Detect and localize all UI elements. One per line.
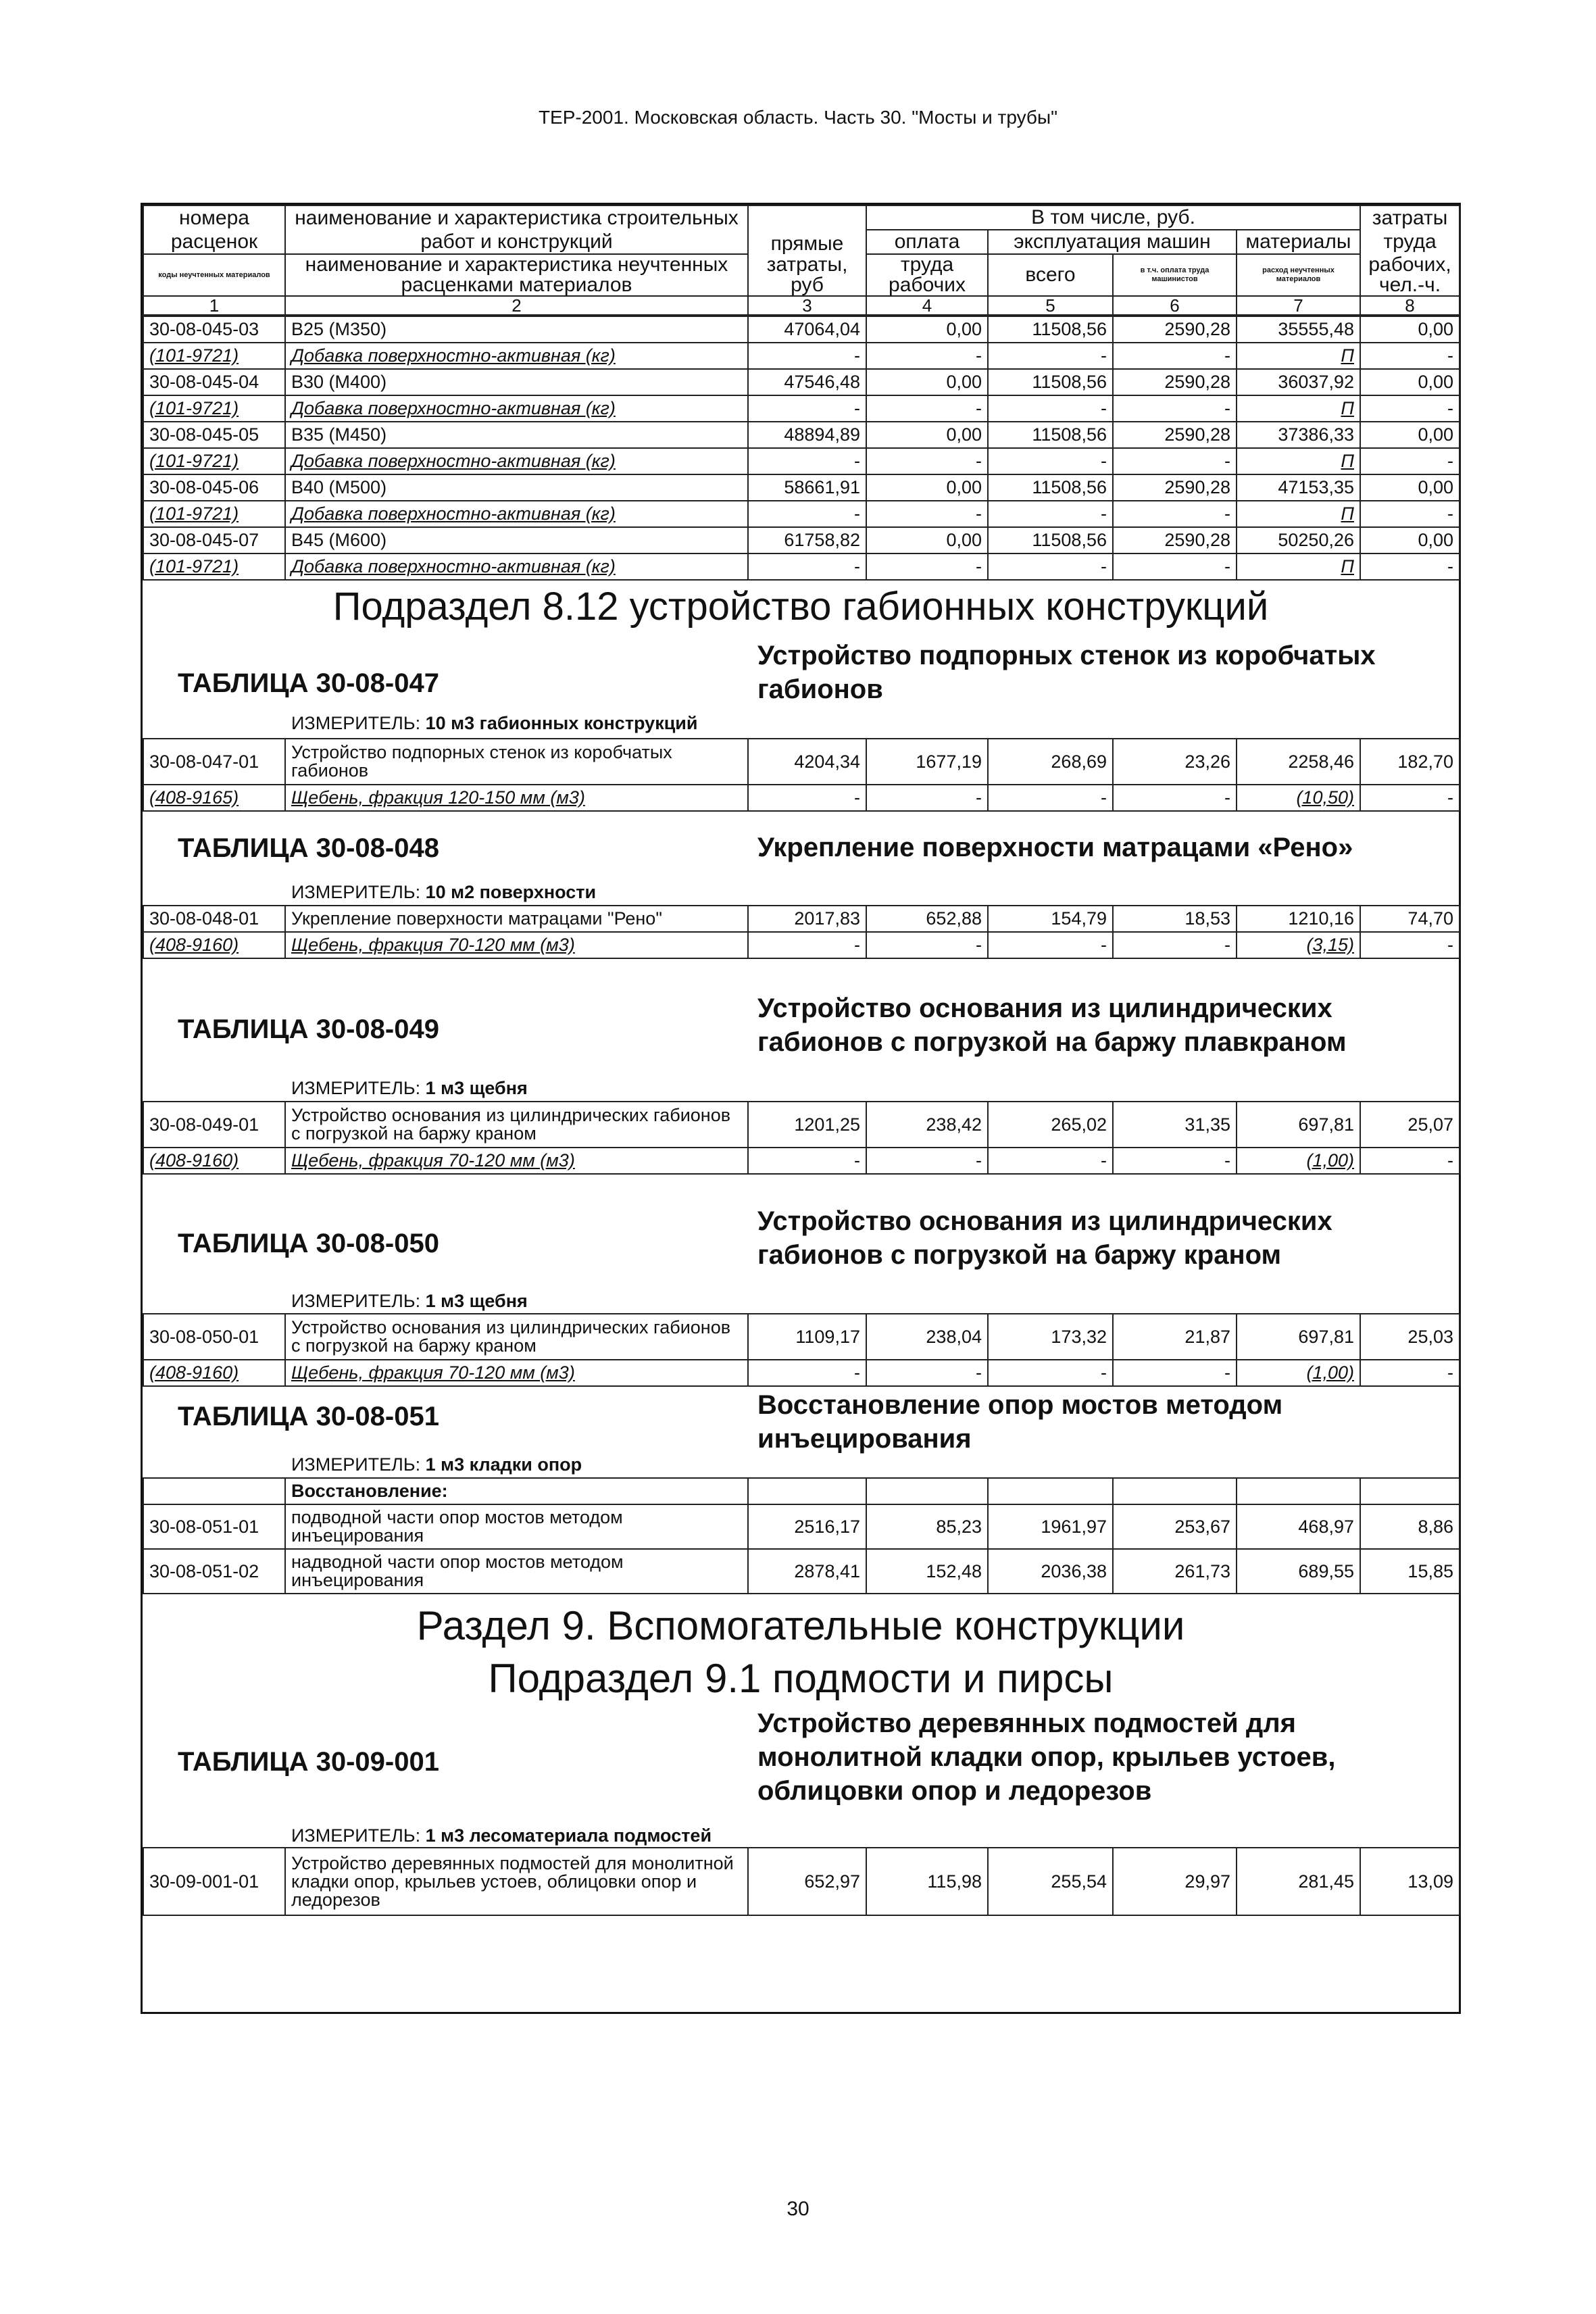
rates-901 [143, 1847, 1460, 1916]
wages: 0,00 [866, 316, 988, 343]
material-name: Добавка поверхностно-активная (кг) [285, 553, 748, 580]
labor-hours: 13,09 [1360, 1848, 1460, 1915]
materials: 689,55 [1237, 1549, 1360, 1594]
cell: - [1360, 343, 1460, 369]
material-code: (101-9721) [143, 343, 285, 369]
machines-total: 268,69 [988, 739, 1113, 785]
measure-unit: ИЗМЕРИТЕЛЬ: 1 м3 лесоматериала подмостей [291, 1825, 712, 1846]
group-label: Восстановление: [285, 1478, 748, 1504]
col-wages-sub: труда рабочих [866, 254, 988, 296]
direct-costs: 2017,83 [748, 906, 866, 932]
direct-costs: 61758,82 [748, 527, 866, 553]
col-index: 8 [1360, 296, 1460, 315]
direct-costs: 47064,04 [748, 316, 866, 343]
labor-hours: 0,00 [1360, 474, 1460, 501]
cell: - [866, 932, 988, 958]
cell: - [748, 1148, 866, 1174]
rate-code: 30-08-045-03 [143, 316, 285, 343]
material-consumption: (1,00) [1237, 1148, 1360, 1174]
cell: - [748, 501, 866, 527]
col-wages-header: оплата [866, 230, 988, 254]
labor-hours: 8,86 [1360, 1504, 1460, 1549]
col-direct-costs-sub: затраты, руб [748, 254, 866, 296]
materials: 1210,16 [1237, 906, 1360, 932]
cell: - [1113, 785, 1237, 811]
table-label: ТАБЛИЦА 30-09-001 [178, 1747, 439, 1777]
labor-hours: 0,00 [1360, 316, 1460, 343]
direct-costs: 652,97 [748, 1848, 866, 1915]
materials: 2258,46 [1237, 739, 1360, 785]
table-label: ТАБЛИЦА 30-08-051 [178, 1402, 439, 1431]
cell: - [1360, 448, 1460, 474]
cell: - [866, 785, 988, 811]
machines-total: 2036,38 [988, 1549, 1113, 1594]
direct-costs: 1109,17 [748, 1314, 866, 1360]
material-consumption: (10,50) [1237, 785, 1360, 811]
machinists-wages: 2590,28 [1113, 474, 1237, 501]
cell: - [866, 448, 988, 474]
direct-costs: 48894,89 [748, 422, 866, 448]
col-index: 2 [285, 296, 748, 315]
material-row [143, 395, 1460, 422]
col-material-names: наименование и характеристика неучтенных расценками материалов [285, 254, 748, 296]
material-name: Щебень, фракция 70-120 мм (м3) [285, 1148, 748, 1174]
measure-unit: ИЗМЕРИТЕЛЬ: 10 м2 поверхности [291, 882, 597, 902]
materials: 47153,35 [1237, 474, 1360, 501]
cell: - [1360, 932, 1460, 958]
cell [1113, 1478, 1237, 1504]
rate-code: 30-08-048-01 [143, 906, 285, 932]
table-901-heading [143, 1705, 1459, 1847]
rate-row [143, 527, 1460, 553]
rate-code: 30-08-051-01 [143, 1504, 285, 1549]
table-048-heading [143, 812, 1459, 905]
wages: 0,00 [866, 527, 988, 553]
material-code: (408-9160) [143, 932, 285, 958]
machines-total: 11508,56 [988, 474, 1113, 501]
table-title: Устройство деревянных подмостей для монолитной кладки опор, крыльев устоев, облицовки опор и ледорезов [757, 1708, 1336, 1806]
cell: - [988, 501, 1113, 527]
rate-code: 30-08-045-07 [143, 527, 285, 553]
machines-total: 11508,56 [988, 369, 1113, 395]
wages: 0,00 [866, 474, 988, 501]
cell: - [988, 395, 1113, 422]
machines-group-header: эксплуатация машин [988, 230, 1237, 254]
rate-code: 30-08-049-01 [143, 1102, 285, 1148]
wages: 1677,19 [866, 739, 988, 785]
cell: - [866, 395, 988, 422]
cell [748, 1478, 866, 1504]
col-labor-units: рабочих, чел.-ч. [1360, 254, 1460, 296]
machines-total: 1961,97 [988, 1504, 1113, 1549]
rate-row [143, 369, 1460, 395]
cell: - [1113, 448, 1237, 474]
col-index: 7 [1237, 296, 1360, 315]
machines-total: 173,32 [988, 1314, 1113, 1360]
rate-name: Устройство подпорных стенок из коробчатых габионов [285, 739, 748, 785]
machines-total: 265,02 [988, 1102, 1113, 1148]
cell: - [748, 553, 866, 580]
subsection-title: Подраздел 9.1 подмости и пирсы [488, 1656, 1114, 1701]
cell: - [1360, 501, 1460, 527]
material-code: (101-9721) [143, 395, 285, 422]
machinists-wages: 18,53 [1113, 906, 1237, 932]
cell: - [748, 343, 866, 369]
machinists-wages: 21,87 [1113, 1314, 1237, 1360]
cell [1237, 1478, 1360, 1504]
table-050-heading [143, 1175, 1459, 1313]
cell: - [988, 1148, 1113, 1174]
col-index: 6 [1113, 296, 1237, 315]
machinists-wages: 29,97 [1113, 1848, 1237, 1915]
labor-hours: 25,03 [1360, 1314, 1460, 1360]
table-title: Устройство основания из цилиндрических габионов с погрузкой на баржу плавкраном [757, 993, 1347, 1057]
material-row [143, 448, 1460, 474]
material-code: (408-9165) [143, 785, 285, 811]
cell [866, 1478, 988, 1504]
table-label: ТАБЛИЦА 30-08-047 [178, 668, 439, 698]
cell: - [866, 1360, 988, 1386]
page-number: 30 [787, 2198, 809, 2220]
labor-hours: 0,00 [1360, 369, 1460, 395]
cell: - [866, 343, 988, 369]
labor-hours: 74,70 [1360, 906, 1460, 932]
machinists-wages: 2590,28 [1113, 422, 1237, 448]
cell [1360, 1478, 1460, 1504]
machinists-wages: 253,67 [1113, 1504, 1237, 1549]
materials: 50250,26 [1237, 527, 1360, 553]
cell: - [988, 932, 1113, 958]
col-name-sub: работ и конструкций [285, 230, 748, 254]
cell: - [748, 448, 866, 474]
table-title: Укрепление поверхности матрацами «Рено» [757, 833, 1353, 862]
table-header [143, 205, 1460, 316]
material-row [143, 343, 1460, 369]
rate-code: 30-08-045-06 [143, 474, 285, 501]
wages: 0,00 [866, 369, 988, 395]
machinists-wages: 2590,28 [1113, 369, 1237, 395]
cell: - [1360, 785, 1460, 811]
table-title: Устройство подпорных стенок из коробчатых габионов [757, 641, 1376, 704]
material-consumption: (3,15) [1237, 932, 1360, 958]
materials: 36037,92 [1237, 369, 1360, 395]
table-label: ТАБЛИЦА 30-08-049 [178, 1014, 439, 1044]
cell: - [1113, 1148, 1237, 1174]
cell: - [1360, 1360, 1460, 1386]
col-labor-header: затраты [1360, 205, 1460, 230]
table-label: ТАБЛИЦА 30-08-048 [178, 833, 439, 863]
machinists-wages: 261,73 [1113, 1549, 1237, 1594]
material-name: Добавка поверхностно-активная (кг) [285, 343, 748, 369]
measure-unit: ИЗМЕРИТЕЛЬ: 1 м3 щебня [291, 1078, 528, 1098]
cell: - [866, 1148, 988, 1174]
wages: 152,48 [866, 1549, 988, 1594]
col-code-sub: расценок [143, 230, 285, 254]
cell: - [1360, 1148, 1460, 1174]
materials: 37386,33 [1237, 422, 1360, 448]
material-code: (101-9721) [143, 448, 285, 474]
machinists-wages: 23,26 [1113, 739, 1237, 785]
col-material-codes: коды неучтенных материалов [143, 254, 285, 296]
machinists-wages: 31,35 [1113, 1102, 1237, 1148]
material-name: Добавка поверхностно-активная (кг) [285, 501, 748, 527]
wages: 0,00 [866, 422, 988, 448]
col-index: 4 [866, 296, 988, 315]
rates-047 [143, 738, 1460, 812]
table-049-heading [143, 959, 1459, 1101]
direct-costs: 4204,34 [748, 739, 866, 785]
materials: 35555,48 [1237, 316, 1360, 343]
labor-hours: 25,07 [1360, 1102, 1460, 1148]
rate-name: B25 (M350) [285, 316, 748, 343]
table-title: Устройство основания из цилиндрических габионов с погрузкой на баржу краном [757, 1206, 1332, 1270]
rates-051 [143, 1477, 1460, 1594]
measure-unit: ИЗМЕРИТЕЛЬ: 10 м3 габионных конструкций [291, 713, 698, 733]
cell: - [988, 553, 1113, 580]
rate-code: 30-08-050-01 [143, 1314, 285, 1360]
material-code: (408-9160) [143, 1360, 285, 1386]
wages: 85,23 [866, 1504, 988, 1549]
material-consumption: (1,00) [1237, 1360, 1360, 1386]
cell: - [1113, 932, 1237, 958]
rates-table [141, 203, 1461, 2014]
direct-costs: 58661,91 [748, 474, 866, 501]
rate-code: 30-08-045-05 [143, 422, 285, 448]
material-row [143, 553, 1460, 580]
material-name: Щебень, фракция 120-150 мм (м3) [285, 785, 748, 811]
material-consumption: П [1237, 395, 1360, 422]
cell [143, 1478, 285, 1504]
rate-code: 30-09-001-01 [143, 1848, 285, 1915]
cell: - [748, 395, 866, 422]
rate-name: Устройство деревянных подмостей для монолитной кладки опор, крыльев устоев, облицовки опор и ледорезов [285, 1848, 748, 1915]
cell [988, 1478, 1113, 1504]
wages: 238,04 [866, 1314, 988, 1360]
rates-050 [143, 1313, 1460, 1387]
table-047-heading [143, 633, 1459, 738]
direct-costs: 47546,48 [748, 369, 866, 395]
cell: - [1113, 501, 1237, 527]
rate-name: B45 (M600) [285, 527, 748, 553]
rate-code: 30-08-047-01 [143, 739, 285, 785]
material-name: Щебень, фракция 70-120 мм (м3) [285, 1360, 748, 1386]
rate-code: 30-08-051-02 [143, 1549, 285, 1594]
rate-name: Укрепление поверхности матрацами "Рено" [285, 906, 748, 932]
col-direct-costs-header: прямые [748, 205, 866, 254]
rate-name: B35 (M450) [285, 422, 748, 448]
measure-unit: ИЗМЕРИТЕЛЬ: 1 м3 щебня [291, 1291, 528, 1311]
cell: - [1360, 553, 1460, 580]
group-header: В том числе, руб. [866, 205, 1360, 230]
labor-hours: 15,85 [1360, 1549, 1460, 1594]
cell: - [866, 553, 988, 580]
direct-costs: 2878,41 [748, 1549, 866, 1594]
measure-unit: ИЗМЕРИТЕЛЬ: 1 м3 кладки опор [291, 1454, 582, 1475]
subsection-title: Подраздел 8.12 устройство габионных конструкций [332, 585, 1269, 629]
rates-045 [143, 316, 1460, 581]
cell: - [1113, 553, 1237, 580]
direct-costs: 1201,25 [748, 1102, 866, 1148]
machinists-wages: 2590,28 [1113, 527, 1237, 553]
cell: - [988, 785, 1113, 811]
material-name: Добавка поверхностно-активная (кг) [285, 395, 748, 422]
material-code: (101-9721) [143, 501, 285, 527]
section-title: Раздел 9. Вспомогательные конструкции [416, 1603, 1185, 1648]
rate-row [143, 474, 1460, 501]
wages: 652,88 [866, 906, 988, 932]
cell: - [988, 1360, 1113, 1386]
machines-total: 255,54 [988, 1848, 1113, 1915]
material-name: Щебень, фракция 70-120 мм (м3) [285, 932, 748, 958]
rate-name: B30 (M400) [285, 369, 748, 395]
materials: 697,81 [1237, 1102, 1360, 1148]
cell: - [1360, 395, 1460, 422]
rate-name: Устройство основания из цилиндрических габионов с погрузкой на баржу краном [285, 1102, 748, 1148]
col-name-header: наименование и характеристика строительных [285, 205, 748, 230]
wages: 238,42 [866, 1102, 988, 1148]
col-code-header: номера [143, 205, 285, 230]
table-label: ТАБЛИЦА 30-08-050 [178, 1229, 439, 1258]
material-consumption: П [1237, 553, 1360, 580]
rates-048 [143, 905, 1460, 959]
cell: - [1113, 343, 1237, 369]
material-row [143, 501, 1460, 527]
materials: 281,45 [1237, 1848, 1360, 1915]
labor-hours: 0,00 [1360, 422, 1460, 448]
rate-name: B40 (M500) [285, 474, 748, 501]
materials-group-header: материалы [1237, 230, 1360, 254]
machinists-wages: 2590,28 [1113, 316, 1237, 343]
rates-049 [143, 1101, 1460, 1175]
col-machinists-wages: в т.ч. оплата труда машинистов [1113, 254, 1237, 296]
cell: - [748, 1360, 866, 1386]
materials: 468,97 [1237, 1504, 1360, 1549]
cell: - [1113, 395, 1237, 422]
material-code: (408-9160) [143, 1148, 285, 1174]
rate-name: подводной части опор мостов методом инъецирования [285, 1504, 748, 1549]
cell: - [1113, 1360, 1237, 1386]
col-machines-total: всего [988, 254, 1113, 296]
material-consumption: П [1237, 343, 1360, 369]
material-code: (101-9721) [143, 553, 285, 580]
machines-total: 11508,56 [988, 527, 1113, 553]
rate-code: 30-08-045-04 [143, 369, 285, 395]
table-051-heading [143, 1387, 1459, 1477]
cell: - [988, 343, 1113, 369]
rate-name: Устройство основания из цилиндрических габионов с погрузкой на баржу краном [285, 1314, 748, 1360]
rate-row [143, 422, 1460, 448]
col-index: 3 [748, 296, 866, 315]
col-labor-sub: труда [1360, 230, 1460, 254]
materials: 697,81 [1237, 1314, 1360, 1360]
labor-hours: 182,70 [1360, 739, 1460, 785]
material-consumption: П [1237, 501, 1360, 527]
machines-total: 154,79 [988, 906, 1113, 932]
page-header: ТЕР-2001. Московская область. Часть 30. "Мосты и трубы" [538, 107, 1058, 128]
cell: - [988, 448, 1113, 474]
direct-costs: 2516,17 [748, 1504, 866, 1549]
cell: - [866, 501, 988, 527]
col-index: 5 [988, 296, 1113, 315]
col-materials-unaccounted: расход неучтенных материалов [1237, 254, 1360, 296]
labor-hours: 0,00 [1360, 527, 1460, 553]
machines-total: 11508,56 [988, 316, 1113, 343]
col-index: 1 [143, 296, 285, 315]
table-title: Восстановление опор мостов методом инъецирования [757, 1390, 1283, 1454]
material-name: Добавка поверхностно-активная (кг) [285, 448, 748, 474]
rate-name: надводной части опор мостов методом инъецирования [285, 1549, 748, 1594]
material-consumption: П [1237, 448, 1360, 474]
cell: - [748, 932, 866, 958]
machines-total: 11508,56 [988, 422, 1113, 448]
wages: 115,98 [866, 1848, 988, 1915]
cell: - [748, 785, 866, 811]
rate-row [143, 316, 1460, 343]
